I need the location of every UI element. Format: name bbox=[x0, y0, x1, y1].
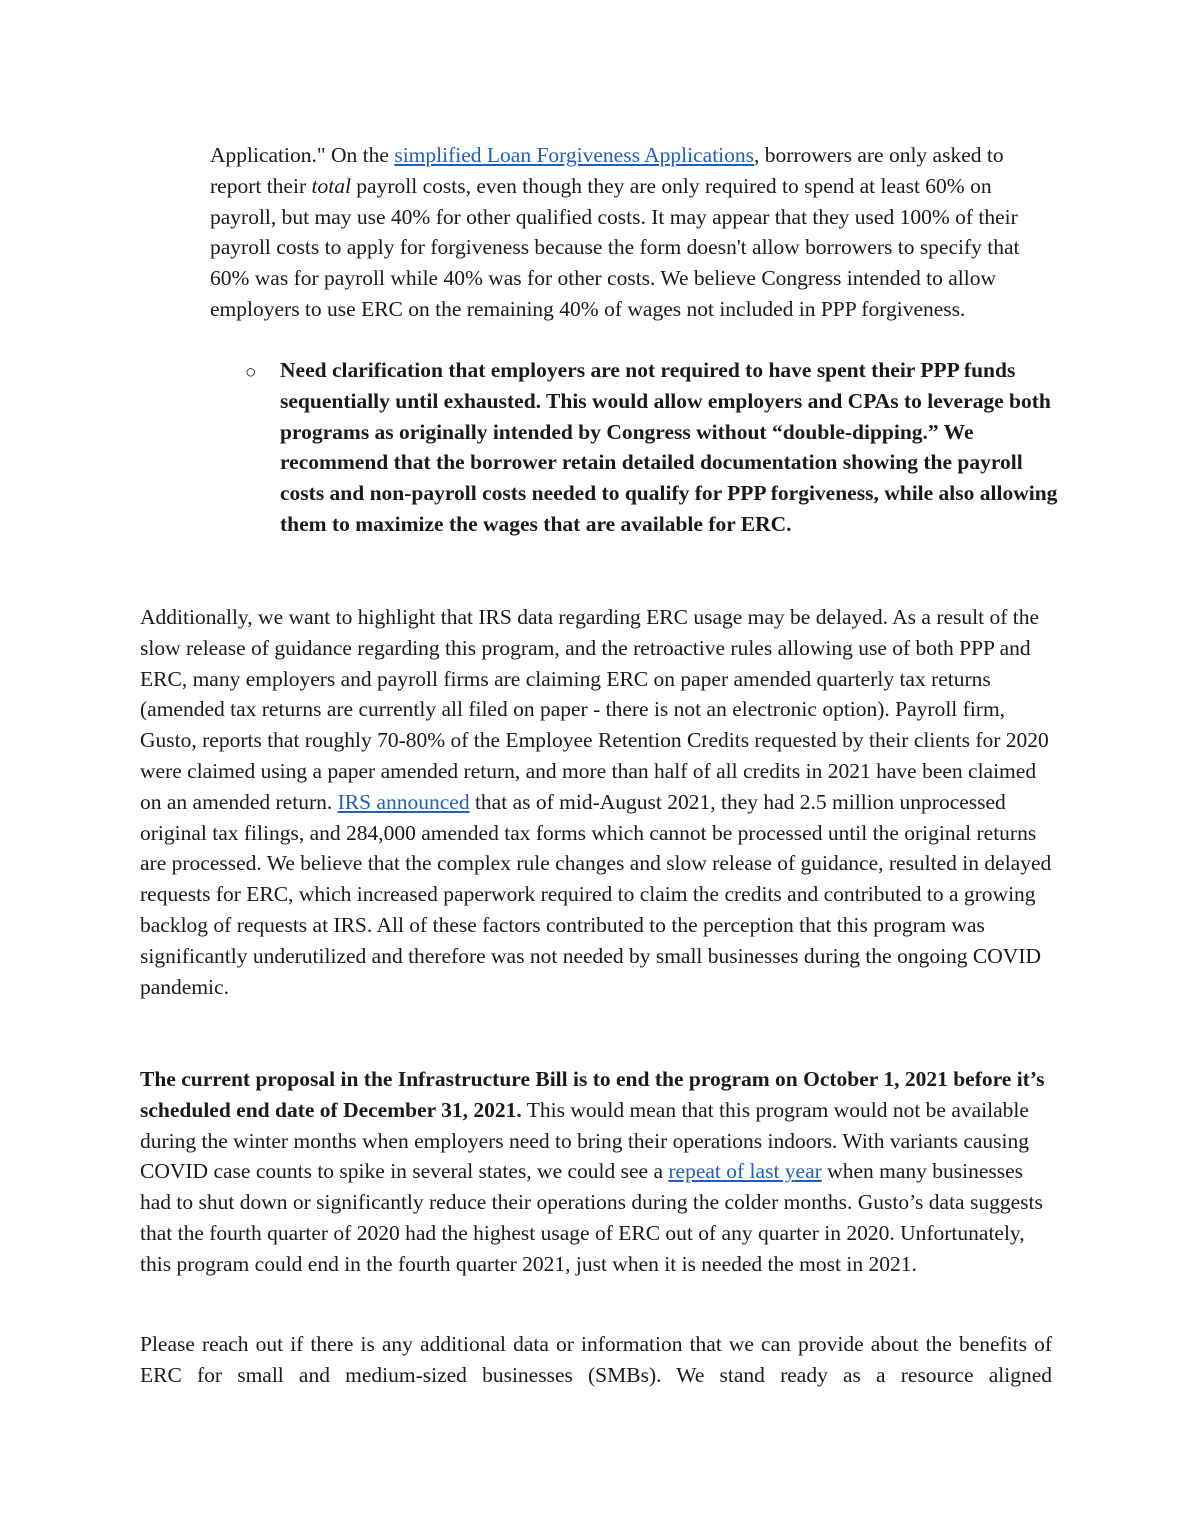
text-run: , borrowers are only asked to report their bbox=[210, 143, 1004, 198]
paragraph-irs-data-delayed bbox=[140, 602, 1052, 1002]
bold-proposal-statement: The current proposal in the Infrastructure Bill is to end the program on October 1, 2021 before it’s scheduled end date of December 31, 2021. bbox=[140, 1067, 1045, 1122]
hollow-bullet-icon: ○ bbox=[245, 362, 257, 383]
paragraph-forgiveness-applications bbox=[210, 140, 1060, 325]
text-run: This would mean that this program would not be available during the winter months when employers need to bring their operations indoors. With variants causing COVID case counts to spike in several states, we could see a bbox=[140, 1097, 1030, 1184]
paragraph-reach-out: Please reach out if there is any additional data or information that we can provide about the benefits of ERC for small and medium-sized businesses (SMBs). We stand ready as a resource aligned bbox=[140, 1332, 1052, 1387]
text-run: Additionally, we want to highlight that IRS data regarding ERC usage may be delayed. As a result of the slow release of guidance regarding this program, and the retroactive rules allowing use of both PPP and ERC, many employers and payroll firms are claiming ERC on paper amended quarterly tax returns (amended tax returns are currently all filed on paper - there is not an electronic option). Payroll firm, Gusto, reports that roughly 70-80% of the Employee Retention Credits requested by their clients for 2020 were claimed using a paper amended return, and more than half of all credits in 2021 have been claimed on an amended return. bbox=[140, 605, 1049, 814]
emphasis-total: total bbox=[311, 173, 351, 198]
paragraph-infrastructure-bill bbox=[140, 1064, 1052, 1280]
link-repeat-of-last-year[interactable]: repeat of last year bbox=[668, 1159, 822, 1184]
text-run: when many businesses had to shut down or significantly reduce their operations during the colder months. Gusto’s data suggests that the fourth quarter of 2020 had the highest usage of ERC out of any quarter in 2020. Unfortunately, this program could end in the fourth quarter 2021, just when it is needed the most in 2021. bbox=[140, 1159, 1043, 1276]
link-irs-announced[interactable]: IRS announced bbox=[337, 789, 470, 814]
bullet-clarification: Need clarification that employers are not required to have spent their PPP funds sequentially until exhausted. This would allow employers and CPAs to leverage both programs as originally intended by Congress without “double-dipping.” We recommend that the borrower retain detailed documentation showing the payroll costs and non-payroll costs needed to qualify for PPP forgiveness, while also allowing them to maximize the wages that are available for ERC. bbox=[280, 358, 1058, 536]
text-run: that as of mid-August 2021, they had 2.5 million unprocessed original tax filings, and 284,000 amended tax forms which cannot be processed until the original returns are processed. We believe that the complex rule changes and slow release of guidance, resulted in delayed requests for ERC, which increased paperwork required to claim the credits and contributed to a growing backlog of requests at IRS. All of these factors contributed to the perception that this program was significantly underutilized and therefore was not needed by small businesses during the ongoing COVID pandemic. bbox=[140, 789, 1052, 999]
link-simplified-loan-forgiveness-applications[interactable]: simplified Loan Forgiveness Applications bbox=[394, 143, 755, 167]
text-run: Application." On the bbox=[210, 143, 395, 167]
text-run: payroll costs, even though they are only required to spend at least 60% on payroll, but may use 40% for other qualified costs. It may appear that they used 100% of their payroll costs to apply for forgiveness because the form doesn't allow borrowers to specify that 60% was for payroll while 40% was for other costs. We believe Congress intended to allow employers to use ERC on the remaining 40% of wages not included in PPP forgiveness. bbox=[210, 173, 1020, 321]
